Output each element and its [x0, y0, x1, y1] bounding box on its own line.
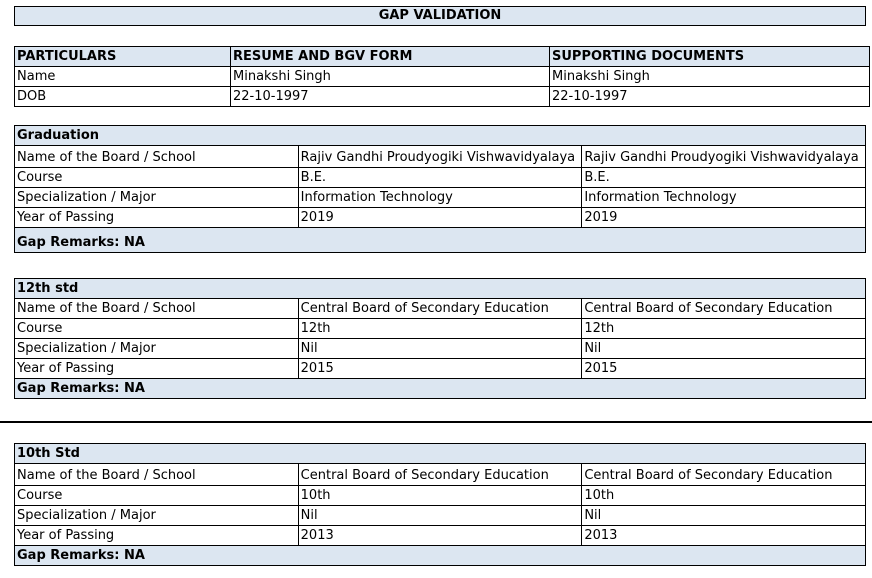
header-row: [15, 47, 870, 67]
course-docs: 12th: [582, 319, 866, 339]
section-heading-row: [15, 126, 866, 146]
divider: [0, 421, 872, 423]
table-row: [15, 506, 866, 526]
graduation-heading: Graduation: [15, 126, 866, 146]
table-row: [15, 208, 866, 228]
dob-label: DOB: [15, 87, 231, 107]
board-label: Name of the Board / School: [15, 146, 299, 168]
gap-remarks-row: [15, 228, 866, 253]
gap-remarks: Gap Remarks: NA: [15, 379, 866, 399]
board-resume: Central Board of Secondary Education: [298, 464, 582, 486]
year-label: Year of Passing: [15, 526, 299, 546]
course-docs: 10th: [582, 486, 866, 506]
std10-heading: 10th Std: [15, 444, 866, 464]
course-label: Course: [15, 319, 299, 339]
year-docs: 2015: [582, 359, 866, 379]
spec-resume: Nil: [298, 339, 582, 359]
section-heading-row: [15, 444, 866, 464]
table-row: [15, 339, 866, 359]
table-row: [15, 146, 866, 168]
gap-remarks: Gap Remarks: NA: [15, 228, 866, 253]
page-title: GAP VALIDATION: [14, 6, 866, 26]
course-resume: B.E.: [298, 168, 582, 188]
spec-resume: Nil: [298, 506, 582, 526]
personal-table: [14, 46, 870, 107]
spec-docs: Nil: [582, 339, 866, 359]
dob-resume: 22-10-1997: [231, 87, 550, 107]
spec-label: Specialization / Major: [15, 339, 299, 359]
spec-label: Specialization / Major: [15, 188, 299, 208]
spec-resume: Information Technology: [298, 188, 582, 208]
section-heading-row: [15, 279, 866, 299]
course-label: Course: [15, 168, 299, 188]
spec-docs: Nil: [582, 506, 866, 526]
header-resume: RESUME AND BGV FORM: [231, 47, 550, 67]
year-label: Year of Passing: [15, 208, 299, 228]
table-row: [15, 87, 870, 107]
year-resume: 2013: [298, 526, 582, 546]
board-docs: Central Board of Secondary Education: [582, 464, 866, 486]
course-docs: B.E.: [582, 168, 866, 188]
table-row: [15, 359, 866, 379]
gap-remarks: Gap Remarks: NA: [15, 546, 866, 566]
gap-remarks-row: [15, 379, 866, 399]
name-docs: Minakshi Singh: [550, 67, 870, 87]
table-row: [15, 299, 866, 319]
board-docs: Rajiv Gandhi Proudyogiki Vishwavidyalaya: [582, 146, 866, 168]
board-resume: Central Board of Secondary Education: [298, 299, 582, 319]
gap-remarks-row: [15, 546, 866, 566]
table-row: [15, 67, 870, 87]
table-row: [15, 168, 866, 188]
std12-table: [14, 278, 866, 399]
course-label: Course: [15, 486, 299, 506]
table-row: [15, 188, 866, 208]
year-docs: 2019: [582, 208, 866, 228]
graduation-table: [14, 125, 866, 253]
name-label: Name: [15, 67, 231, 87]
year-docs: 2013: [582, 526, 866, 546]
course-resume: 10th: [298, 486, 582, 506]
std12-heading: 12th std: [15, 279, 866, 299]
header-particulars: PARTICULARS: [15, 47, 231, 67]
year-resume: 2019: [298, 208, 582, 228]
spec-docs: Information Technology: [582, 188, 866, 208]
year-label: Year of Passing: [15, 359, 299, 379]
board-resume: Rajiv Gandhi Proudyogiki Vishwavidyalaya: [298, 146, 582, 168]
board-label: Name of the Board / School: [15, 464, 299, 486]
table-row: [15, 319, 866, 339]
course-resume: 12th: [298, 319, 582, 339]
board-label: Name of the Board / School: [15, 299, 299, 319]
dob-docs: 22-10-1997: [550, 87, 870, 107]
header-documents: SUPPORTING DOCUMENTS: [550, 47, 870, 67]
table-row: [15, 464, 866, 486]
year-resume: 2015: [298, 359, 582, 379]
name-resume: Minakshi Singh: [231, 67, 550, 87]
spec-label: Specialization / Major: [15, 506, 299, 526]
table-row: [15, 526, 866, 546]
table-row: [15, 486, 866, 506]
std10-table: [14, 443, 866, 566]
board-docs: Central Board of Secondary Education: [582, 299, 866, 319]
